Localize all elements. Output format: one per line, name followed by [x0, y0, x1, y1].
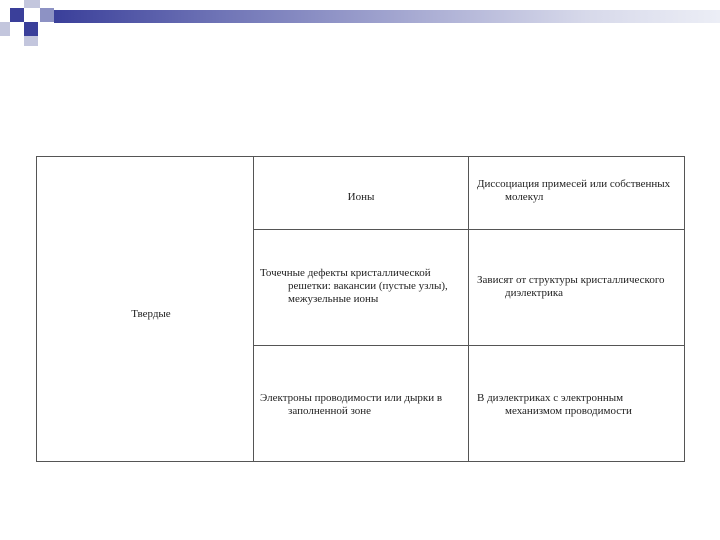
carrier-text: Электроны проводимости или дырки в заполненной зоне: [260, 392, 443, 417]
header-gradient-bar: [54, 10, 720, 23]
corner-decoration: [0, 0, 60, 50]
square-decoration: [40, 8, 54, 22]
table-cell: [254, 157, 468, 229]
mechanism-text: Зависят от структуры кристаллического диэлектрика: [477, 274, 665, 299]
conductivity-table: [36, 156, 685, 462]
table-cell: [254, 230, 468, 345]
mechanism-header: Диссоциация примесей или собственных молекул: [477, 178, 671, 203]
category-cell: [37, 157, 253, 461]
table-cell: [469, 230, 684, 345]
carrier-header: Ионы: [347, 190, 375, 203]
square-decoration: [24, 22, 38, 36]
square-decoration: [0, 22, 10, 36]
table-cell: [469, 346, 684, 461]
square-decoration: [10, 8, 24, 22]
mechanism-text: В диэлектриках с электронным механизмом проводимости: [477, 392, 632, 417]
square-decoration: [24, 0, 40, 8]
table-cell: [254, 346, 468, 461]
category-label: Твердые: [131, 307, 171, 320]
square-decoration: [24, 36, 38, 46]
carrier-text: Точечные дефекты кристаллической решетки: вакансии (пустые узлы), межузельные ионы: [260, 267, 448, 305]
table-cell: [469, 157, 684, 229]
